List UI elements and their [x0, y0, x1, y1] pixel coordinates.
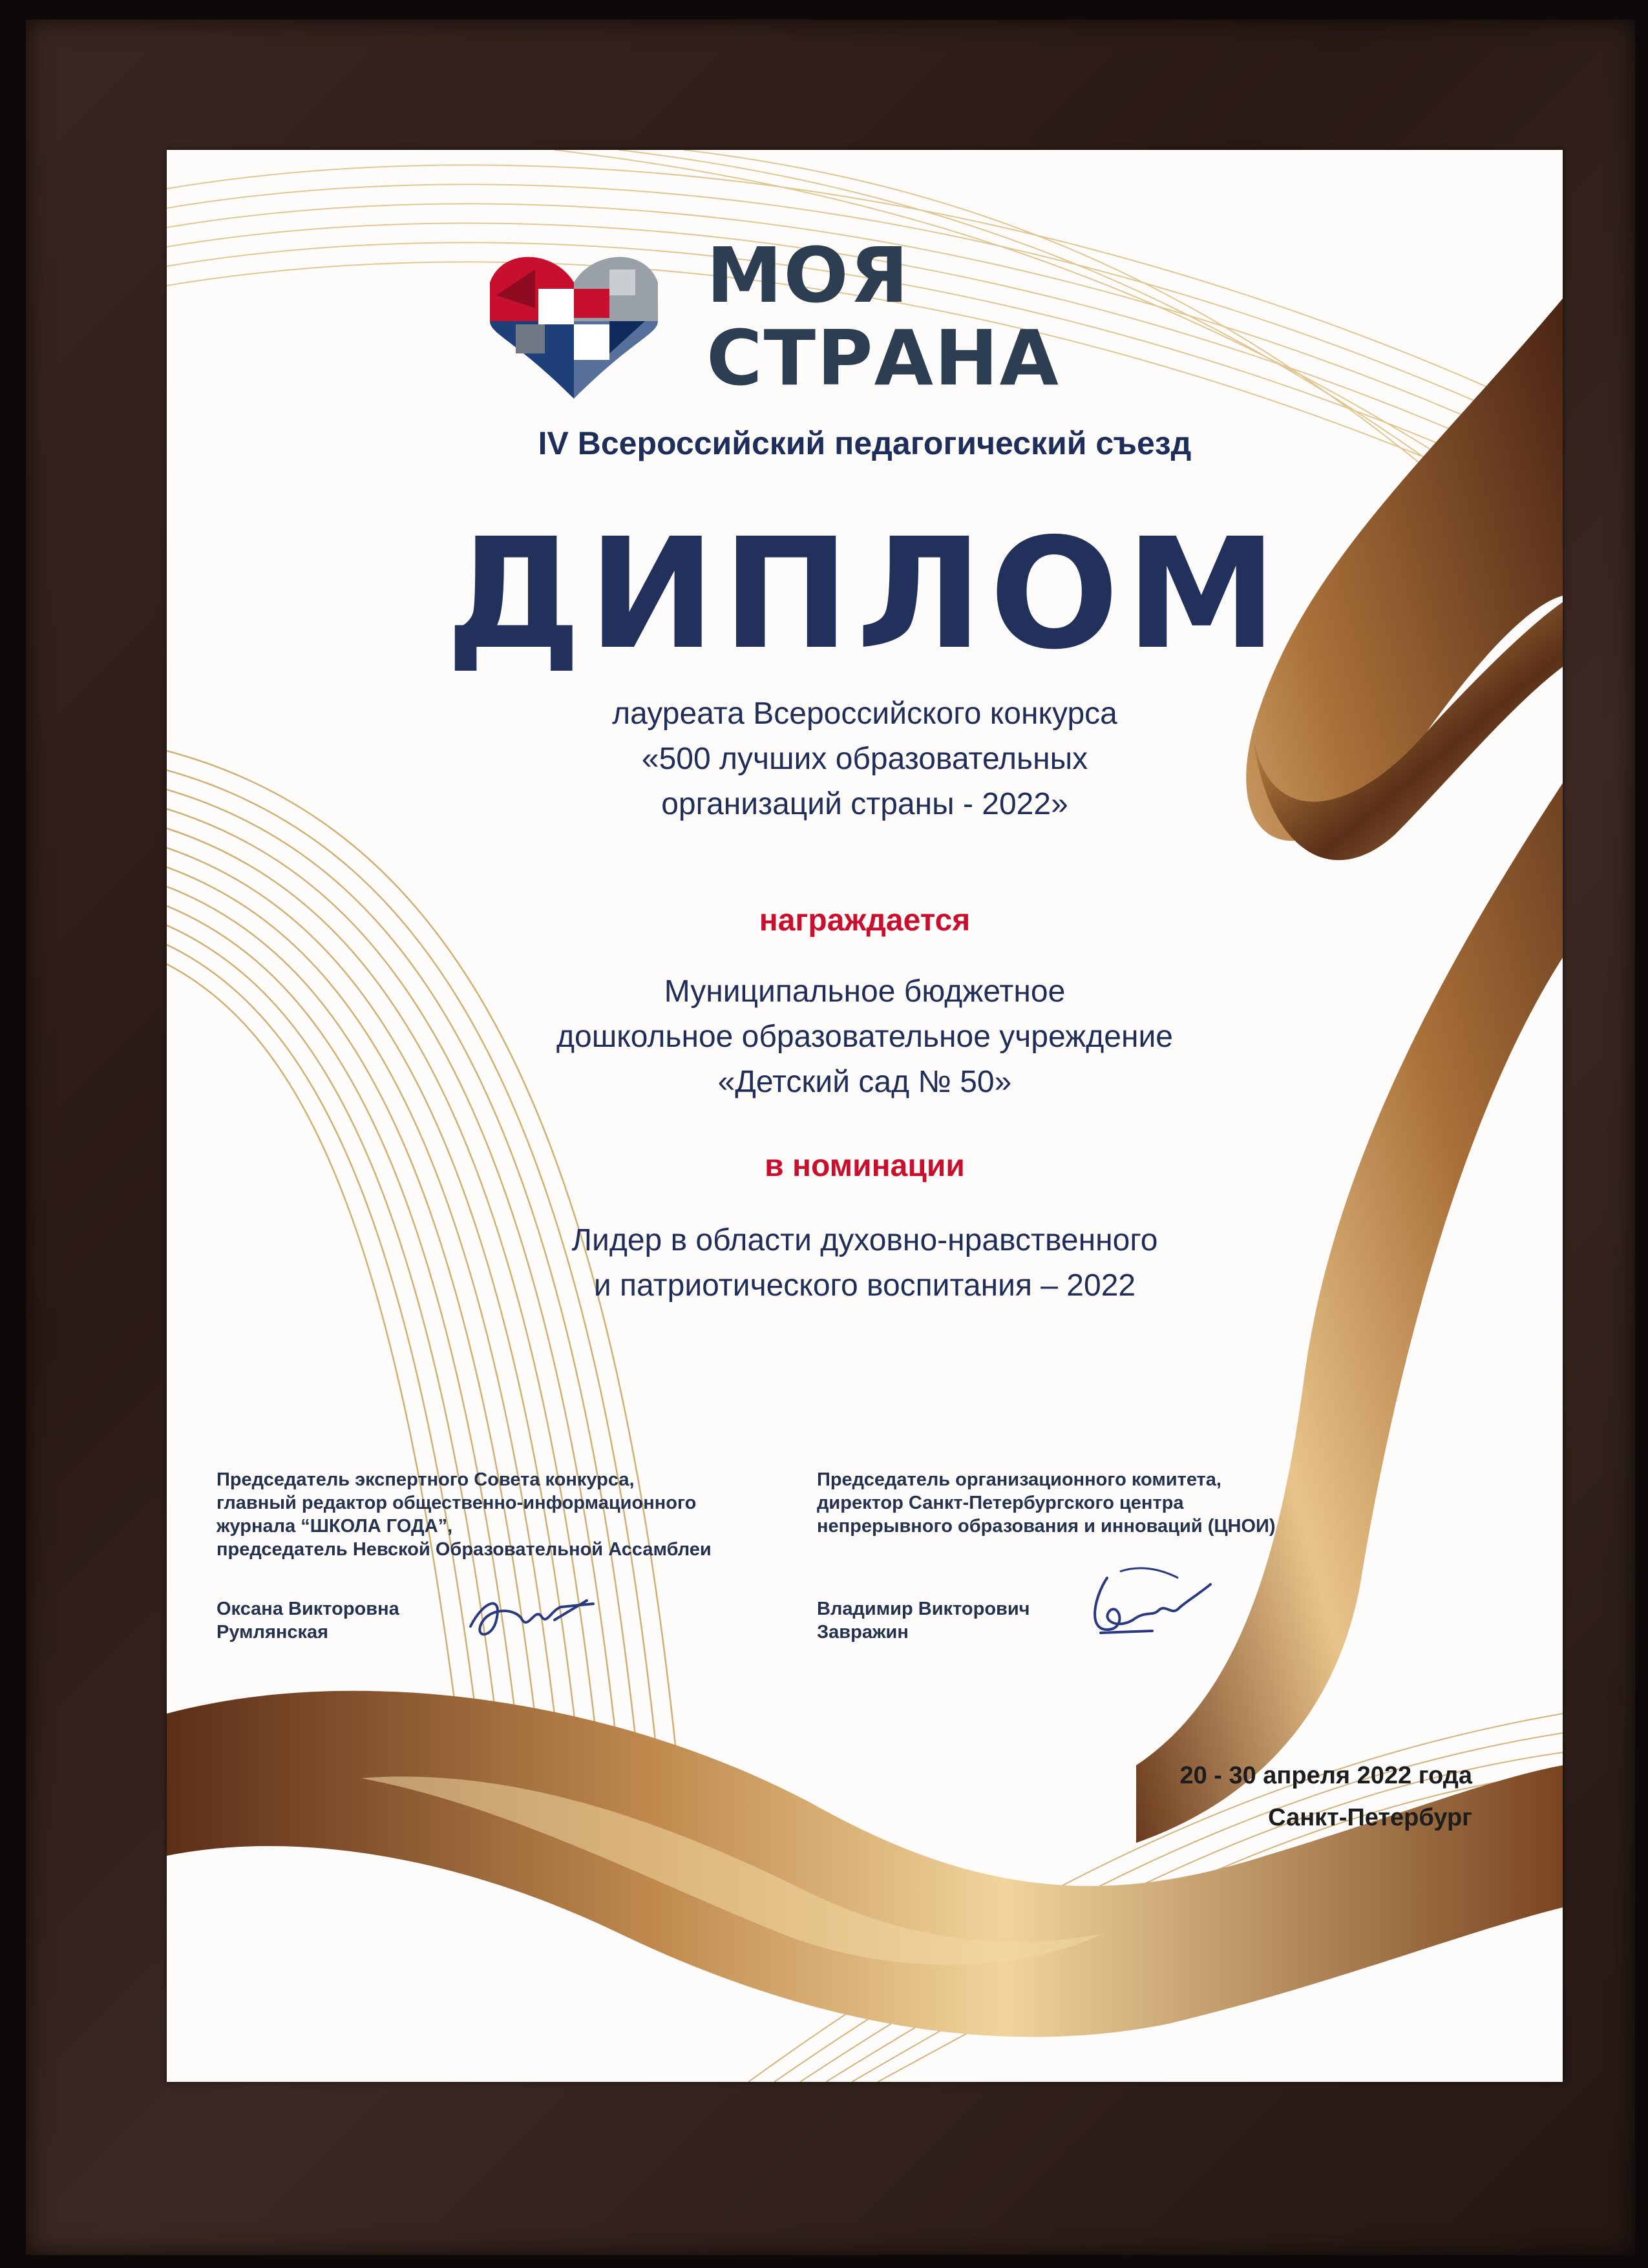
left-handwritten-signature	[464, 1581, 606, 1652]
name-line: Оксана Викторовна	[217, 1599, 399, 1619]
right-handwritten-signature	[1081, 1559, 1223, 1649]
awarded-label: награждается	[759, 903, 971, 938]
nomination-line: и патриотического воспитания – 2022	[593, 1268, 1136, 1303]
logo-text-line2: СТРАНА	[706, 313, 1060, 403]
nomination-line: Лидер в области духовно-нравственного	[571, 1223, 1158, 1257]
nomination-label: в номинации	[765, 1149, 965, 1183]
position-line: главный редактор общественно-информационного	[217, 1493, 697, 1513]
right-signatory-position	[817, 1468, 1399, 1538]
subtitle-line: лауреата Всероссийского конкурса	[612, 697, 1117, 731]
logo-text-line1: МОЯ	[706, 231, 910, 320]
right-signatory-name	[817, 1597, 1050, 1644]
position-line: председатель Невской Образовательной Ассамблеи	[217, 1539, 712, 1560]
position-line: журнала “ШКОЛА ГОДА”,	[217, 1516, 453, 1537]
left-signatory-position	[217, 1468, 798, 1561]
logo	[477, 231, 1060, 412]
subtitle-line: организаций страны - 2022»	[661, 787, 1068, 821]
position-line: непрерывного образования и инноваций (ЦНОИ)	[817, 1516, 1276, 1537]
name-line: Завражин	[817, 1622, 909, 1643]
name-line: Румлянская	[217, 1622, 329, 1643]
left-signatory-name	[217, 1597, 449, 1644]
event-date: 20 - 30 апреля 2022 года	[1179, 1762, 1472, 1789]
organization-line: дошкольное образовательное учреждение	[556, 1020, 1173, 1054]
diploma-sheet	[167, 150, 1563, 2082]
event-city: Санкт-Петербург	[1268, 1804, 1472, 1831]
organization-line: Муниципальное бюджетное	[664, 974, 1066, 1009]
heart-mosaic-logo-icon	[477, 244, 671, 405]
subtitle-line: «500 лучших образовательных	[641, 742, 1088, 776]
ribbon-bottom	[167, 1691, 1563, 2037]
congress-title: IV Всероссийский педагогический съезд	[538, 425, 1192, 461]
position-line: Председатель организационного комитета,	[817, 1469, 1221, 1490]
organization-line: «Детский сад № 50»	[717, 1065, 1012, 1099]
diploma-title: ДИПЛОМ	[445, 505, 1284, 683]
position-line: Председатель экспертного Совета конкурса,	[217, 1469, 635, 1490]
position-line: директор Санкт-Петербургского центра	[817, 1493, 1184, 1513]
name-line: Владимир Викторович	[817, 1599, 1030, 1619]
